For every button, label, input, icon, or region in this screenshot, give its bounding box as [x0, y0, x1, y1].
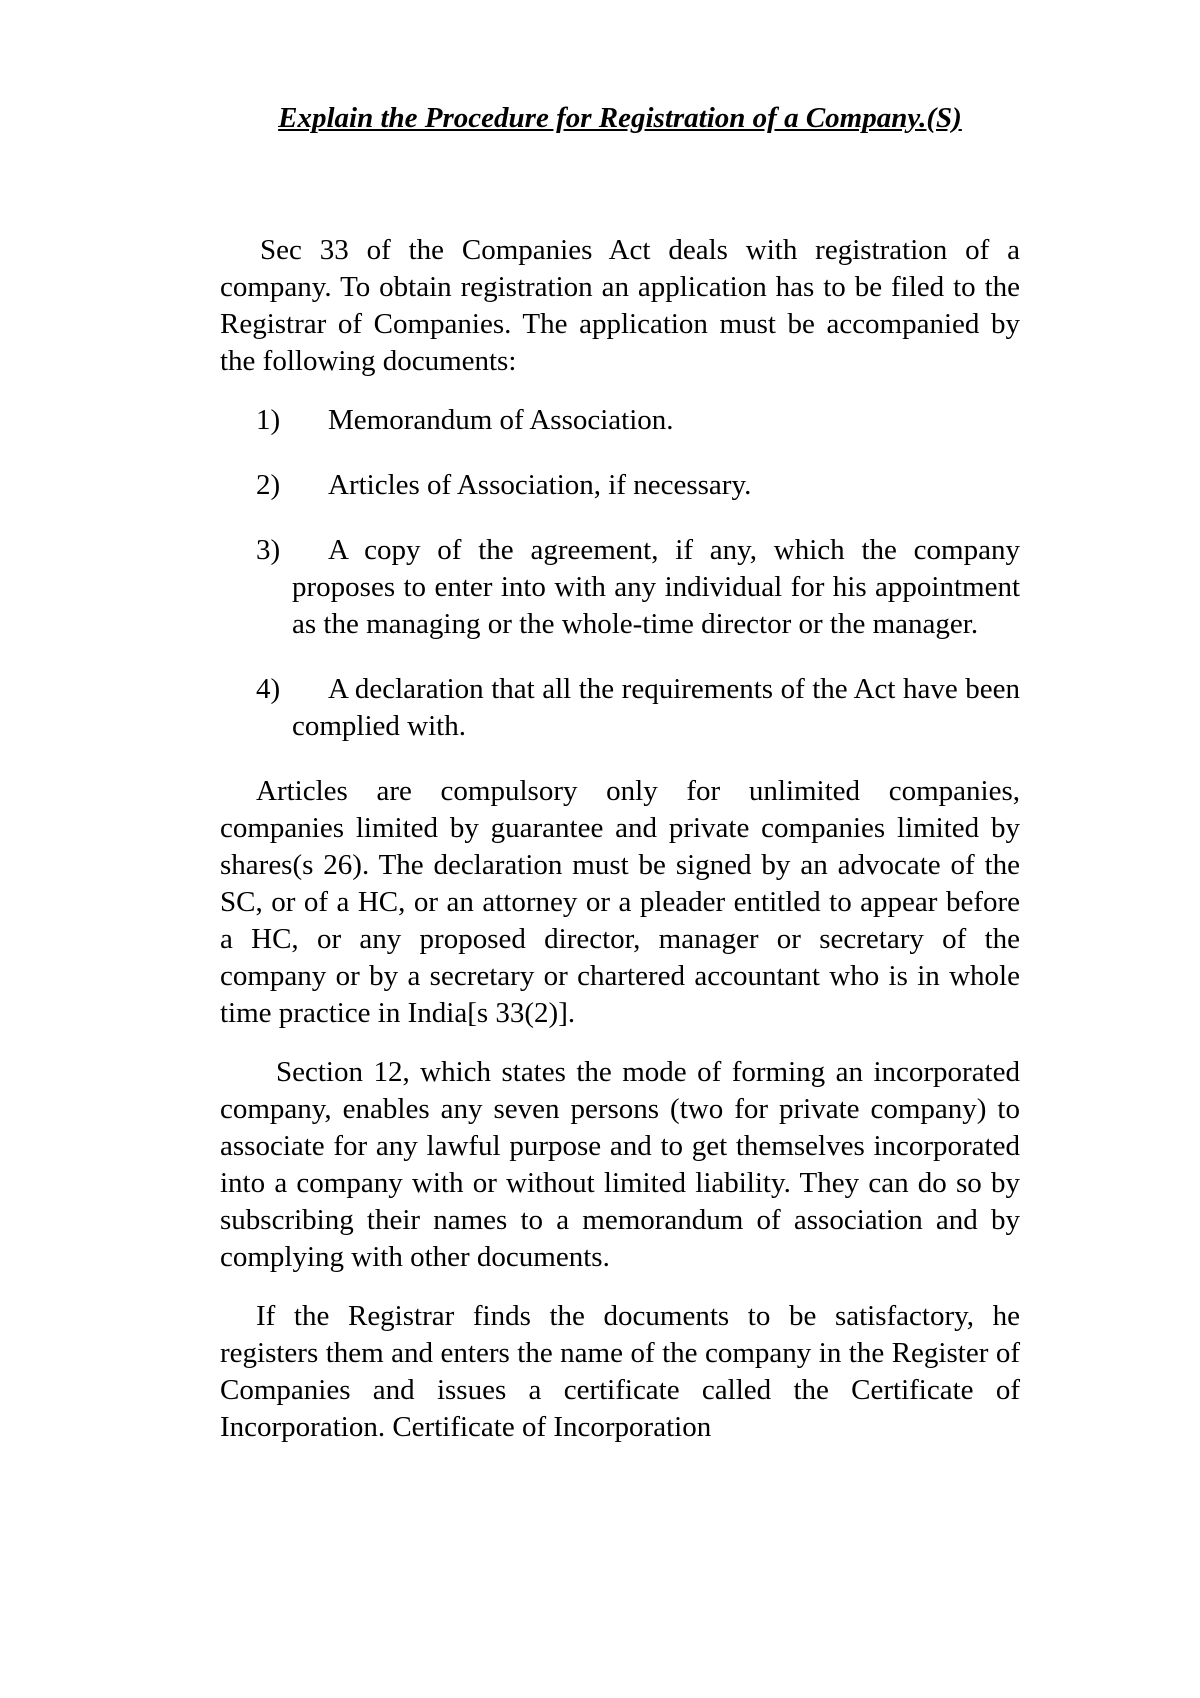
list-item-number: 4) [256, 673, 281, 706]
document-body [220, 100, 1020, 1468]
required-documents-list [220, 402, 1020, 745]
list-item-text: Memorandum of Association. [328, 404, 674, 437]
list-item-text: Articles of Association, if necessary. [328, 469, 752, 502]
intro-paragraph: Sec 33 of the Companies Act deals with registration of a company. To obtain registration an application has to be filed to the Registrar of Companies. The application must be accompanied by the following documents: [220, 234, 1020, 378]
list-item-number: 1) [256, 404, 281, 437]
articles-paragraph: Articles are compulsory only for unlimited companies, companies limited by guarantee and private companies limited by shares(s 26). The declaration must be signed by an advocate of the SC, or of a HC, or an attorney or a pleader entitled to appear before a HC, or any proposed director, manager or secretary of the company or by a secretary or chartered accountant who is in whole time practice in India[s 33(2)]. [220, 775, 1020, 1030]
list-item-number: 2) [256, 469, 281, 502]
list-item [220, 467, 1020, 504]
page-title: Explain the Procedure for Registration of a Company.(S) [278, 102, 962, 134]
list-item [220, 532, 1020, 643]
list-item-number: 3) [256, 534, 281, 567]
list-item-text: A declaration that all the requirements of the Act have been complied with. [292, 673, 1020, 743]
registrar-paragraph: If the Registrar finds the documents to be satisfactory, he registers them and enters the name of the company in the Register of Companies and issues a certificate called the Certificate of Incorporation. Certificate of Incorporation [220, 1300, 1020, 1444]
list-item [220, 402, 1020, 439]
list-item-text: A copy of the agreement, if any, which the company proposes to enter into with any individual for his appointment as the managing or the whole-time director or the manager. [292, 534, 1020, 641]
section-12-paragraph: Section 12, which states the mode of forming an incorporated company, enables any seven persons (two for private company) to associate for any lawful purpose and to get themselves incorporated into a company with or without limited liability. They can do so by subscribing their names to a memorandum of association and by complying with other documents. [220, 1056, 1020, 1274]
list-item [220, 671, 1020, 745]
